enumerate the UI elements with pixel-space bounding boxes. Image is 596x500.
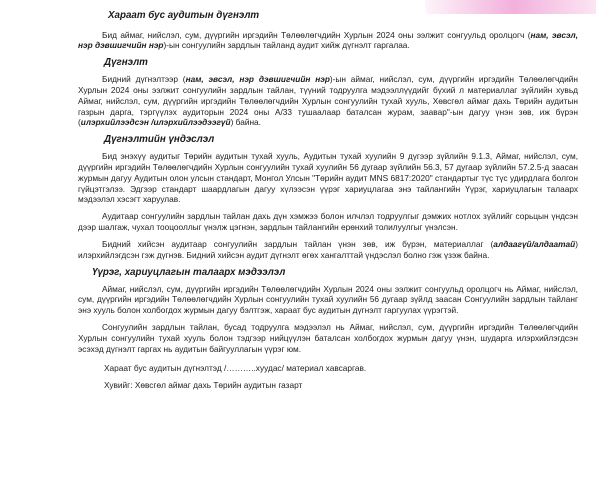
basis-paragraph-3 xyxy=(78,239,578,261)
conclusion-paragraph xyxy=(78,74,578,129)
responsibility-paragraph-2: Сонгуулийн зардлын тайлан, бусад тодруулга мэдээлэл нь Аймаг, нийслэл, сум, дүүргийн иргэдийн Төлөөлөгчдийн Хурлын сонгуулийн тухай хууль болон тэдгээр нийцүүлэн баталсан холбогдох журмын дагуу үнэн, шударга илэрхийлэгдсэн эсэхэд дүгнэлт гаргах нь аудитын байгууллагын үүрэг юм. xyxy=(78,322,578,355)
basis-placeholder: алдаагүй/алдаатай xyxy=(493,239,576,250)
intro-placeholder: нам, эвсэл, нэр дэвшигчийн нэр xyxy=(78,29,578,51)
conclusion-placeholder-2: илэрхийлээдсэн /илэрхийлээдээгүй xyxy=(80,117,231,128)
report-title: Хараат бус аудитын дүгнэлт xyxy=(108,10,260,21)
basis-text-2: ) илэрхийлэгдсэн гэж дүгнэв. Бидний хийсэн аудит дүгнэлт өгөх хангалттай үндэслэл болно гэж үзэж байна. xyxy=(78,239,578,261)
intro-text-1: Бид аймаг, нийслэл, сум, дүүргийн иргэдийн Төлөөлөгчдийн Хурлын 2024 оны ээлжит сонгуульд оролцогч ( xyxy=(102,29,531,40)
responsibility-heading: Үүрэг, хариуцлагын талаарх мэдээлэл xyxy=(92,267,286,278)
conclusion-placeholder-1: нам, эвсэл, нэр дэвшигчийн нэр xyxy=(185,73,330,84)
basis-text-1: Бидний хийсэн аудитаар сонгуулийн зардлын тайлан үнэн зөв, иж бүрэн, материаллаг ( xyxy=(102,239,494,250)
audit-report-document xyxy=(78,10,578,395)
basis-paragraph-1: Бид энэхүү аудитыг Төрийн аудитын тухай хууль, Аудитын тухай хуулийн 9 дүгээр зүйлийн 9.1.3, Аймаг, нийслэл, сум, дүүргийн иргэдийн Төлөөлөгчдийн Хурлын сонгуулийн тухай хуулийн 56 дугаар зүйлийн 56.3, 57 дугаар зүйлийн 57.2.5-д заасан журмын дагуу Аудитын олон улсын стандарт, Монгол Улсын "Төрийн аудит MNS 6817:2020" стандартыг түс түс удирдлага болгон гүйцэтгэлээ. Эдгээр стандарт шаардлагын дагуу хүлээсэн үүрэг хариуцлагаа энэ тайлангийн Үүрэг, хариуцлагын талаарх мэдээлэл хэсэгт харуулав. xyxy=(78,150,578,205)
conclusion-text-3: ) байна. xyxy=(230,117,261,128)
copy-to-line: Хувийг: Хөвсгөл аймаг дахь Төрийн аудитын газарт xyxy=(104,379,303,390)
conclusion-text-2: )-ын аймаг, нийслэл, сум, дүүргийн иргэдийн Төлөөлөгчдийн Хурлын 2024 оны ээлжит сонгуулийн зардлын тайлан, түүний тодруулга мэдээллүүдийг бүхий л материаллаг зүйлийн хувьд Аймаг, нийслэл, сум, дүүргийн иргэдийн Төлөөлөгчдийн Хурлын сонгуулийн тухай хууль, Хөвсгөл аймаг дахь Төрийн аудитын газрын дарга, тэргүүлэх аудиторын 2024 оны А/33 тушаалаар баталсан журам, заавар"-ын дагуу үнэн зөв, иж бүрэн ( xyxy=(78,73,578,128)
attachment-line: Хараат бус аудитын дүгнэлтэд /………..хуудас/ материал хавсаргав. xyxy=(104,362,367,373)
responsibility-paragraph-1: Аймаг, нийслэл, сум, дүүргийн иргэдийн Төлөөлөгчдийн Хурлын 2024 оны ээлжит сонгуульд оролцогч нь Аймаг, нийслэл, сум, дүүргийн иргэдийн Төлөөлөгчдийн Хурлын сонгуулийн тухай хуулийн 56 дугаар зүйлд заасан Сонгуулийн зардлын тайланг энэ хууль болон холбогдох журмын дагуу бэлтгэж, хараат бус аудитын дүгнэлт гаргуулах үүрэгтэй. xyxy=(78,283,578,316)
conclusion-heading: Дүгнэлт xyxy=(104,57,148,69)
basis-paragraph-2: Аудитаар сонгуулийн зардлын тайлан дахь дүн хэмжээ болон илчлэл тодруулгыг дэмжих нотлох зүйлийг сорьцын үндсэн дээр шалгаж, чухал тооцооллыг үнэлж цэгнэн, зардлын тайлангийн ерөнхий толилуулгыг үнэлсэн. xyxy=(78,211,578,233)
intro-text-2: )-ын сонгуулийн зардлын тайланд аудит хийж дүгнэлт гаргалаа. xyxy=(163,40,410,51)
basis-heading: Дүгнэлтийн үндэслэл xyxy=(104,134,215,146)
intro-paragraph xyxy=(78,30,578,52)
conclusion-text-1: Бидний дүгнэлтээр ( xyxy=(102,73,186,84)
